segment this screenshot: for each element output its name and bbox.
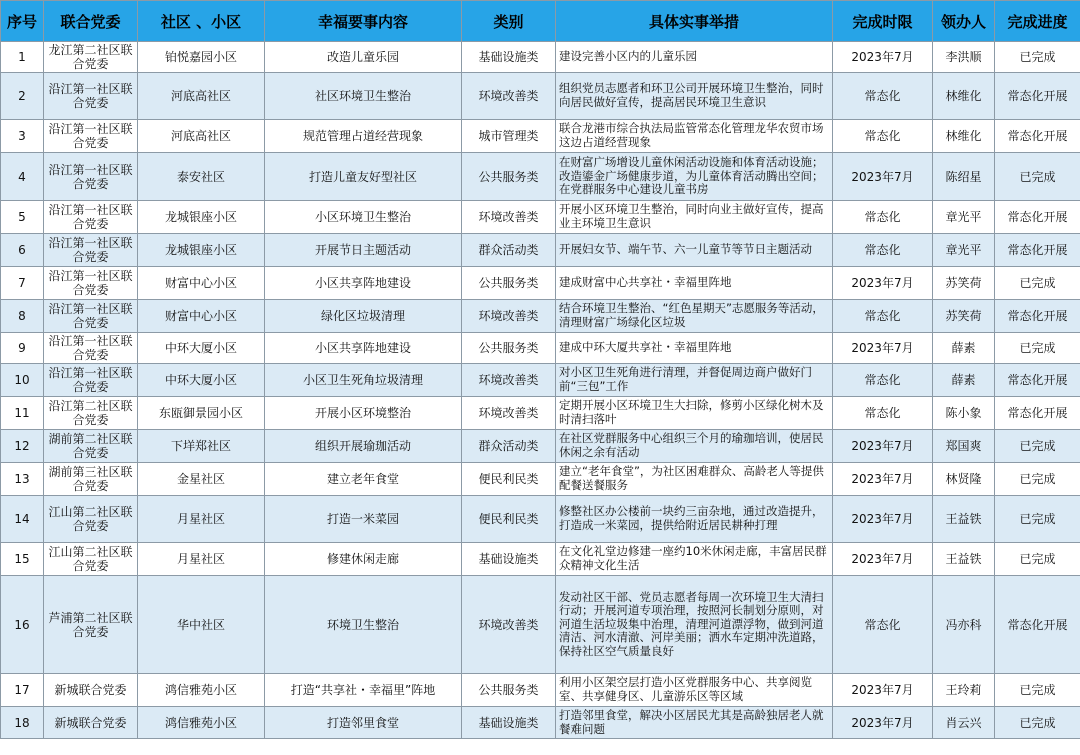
cell-progress: 已完成 [995, 496, 1080, 543]
cell-progress: 常态化开展 [995, 300, 1080, 333]
cell-category: 基础设施类 [462, 543, 556, 576]
cell-community: 龙城银座小区 [138, 234, 265, 267]
table-row [1, 430, 1080, 463]
cell-leader: 林贤隆 [933, 463, 995, 496]
cell-deadline: 常态化 [833, 120, 933, 153]
cell-committee: 沿江第一社区联合党委 [44, 234, 138, 267]
cell-community: 财富中心小区 [138, 300, 265, 333]
cell-committee: 龙江第二社区联合党委 [44, 42, 138, 73]
header-no: 序号 [1, 1, 44, 42]
header-leader: 领办人 [933, 1, 995, 42]
table-row [1, 300, 1080, 333]
cell-measure: 结合环境卫生整治、“红色星期天”志愿服务等活动，清理财富广场绿化区垃圾 [556, 300, 833, 333]
cell-leader: 王益铁 [933, 543, 995, 576]
cell-no: 7 [1, 267, 44, 300]
cell-progress: 已完成 [995, 42, 1080, 73]
header-category: 类别 [462, 1, 556, 42]
cell-deadline: 常态化 [833, 397, 933, 430]
cell-content: 绿化区垃圾清理 [265, 300, 462, 333]
cell-committee: 沿江第二社区联合党委 [44, 397, 138, 430]
cell-community: 河底高社区 [138, 120, 265, 153]
table-row [1, 364, 1080, 397]
cell-community: 金星社区 [138, 463, 265, 496]
cell-community: 铂悦嘉园小区 [138, 42, 265, 73]
cell-no: 17 [1, 674, 44, 707]
cell-community: 财富中心小区 [138, 267, 265, 300]
cell-deadline: 2023年7月 [833, 674, 933, 707]
cell-committee: 沿江第一社区联合党委 [44, 364, 138, 397]
cell-committee: 湖前第三社区联合党委 [44, 463, 138, 496]
cell-leader: 苏笑荷 [933, 300, 995, 333]
table-row [1, 42, 1080, 73]
cell-committee: 新城联合党委 [44, 674, 138, 707]
cell-no: 9 [1, 333, 44, 364]
cell-committee: 沿江第一社区联合党委 [44, 201, 138, 234]
cell-content: 打造“共享社・幸福里”阵地 [265, 674, 462, 707]
cell-deadline: 2023年7月 [833, 543, 933, 576]
cell-category: 群众活动类 [462, 234, 556, 267]
table-row [1, 707, 1080, 739]
cell-measure: 组织党员志愿者和环卫公司开展环境卫生整治，同时向居民做好宣传，提高居民环境卫生意识 [556, 73, 833, 120]
cell-no: 5 [1, 201, 44, 234]
cell-content: 开展小区环境整治 [265, 397, 462, 430]
cell-content: 打造一米菜园 [265, 496, 462, 543]
cell-content: 环境卫生整治 [265, 576, 462, 674]
cell-content: 打造儿童友好型社区 [265, 153, 462, 201]
cell-leader: 肖云兴 [933, 707, 995, 739]
cell-leader: 苏笑荷 [933, 267, 995, 300]
cell-committee: 江山第二社区联合党委 [44, 496, 138, 543]
cell-community: 华中社区 [138, 576, 265, 674]
cell-category: 环境改善类 [462, 300, 556, 333]
cell-category: 公共服务类 [462, 267, 556, 300]
cell-measure: 打造邻里食堂，解决小区居民尤其是高龄独居老人就餐难问题 [556, 707, 833, 739]
cell-leader: 王益铁 [933, 496, 995, 543]
cell-no: 10 [1, 364, 44, 397]
table-row [1, 267, 1080, 300]
cell-committee: 湖前第二社区联合党委 [44, 430, 138, 463]
cell-content: 开展节日主题活动 [265, 234, 462, 267]
cell-no: 12 [1, 430, 44, 463]
cell-committee: 沿江第一社区联合党委 [44, 300, 138, 333]
cell-measure: 联合龙港市综合执法局监管常态化管理龙华农贸市场这边占道经营现象 [556, 120, 833, 153]
cell-content: 规范管理占道经营现象 [265, 120, 462, 153]
cell-category: 基础设施类 [462, 42, 556, 73]
cell-content: 修建休闲走廊 [265, 543, 462, 576]
cell-category: 基础设施类 [462, 707, 556, 739]
cell-category: 公共服务类 [462, 153, 556, 201]
cell-leader: 陈小象 [933, 397, 995, 430]
header-deadline: 完成时限 [833, 1, 933, 42]
cell-measure: 发动社区干部、党员志愿者每周一次环境卫生大清扫行动；开展河道专项治理，按照河长制划分原则，对河道生活垃圾集中治理，清理河道漂浮物，做到河道清洁、河水清澈、河岸美丽；洒水车定期冲洗道路，保持社区空气质量良好 [556, 576, 833, 674]
cell-category: 公共服务类 [462, 674, 556, 707]
cell-progress: 常态化开展 [995, 397, 1080, 430]
cell-measure: 建设完善小区内的儿童乐园 [556, 42, 833, 73]
cell-community: 河底高社区 [138, 73, 265, 120]
cell-deadline: 常态化 [833, 73, 933, 120]
cell-community: 泰安社区 [138, 153, 265, 201]
cell-deadline: 2023年7月 [833, 267, 933, 300]
cell-measure: 利用小区架空层打造小区党群服务中心、共享阅览室、共享健身区、儿童游乐区等区域 [556, 674, 833, 707]
header-community: 社区 、小区 [138, 1, 265, 42]
cell-deadline: 2023年7月 [833, 42, 933, 73]
cell-leader: 章光平 [933, 234, 995, 267]
cell-leader: 薛素 [933, 333, 995, 364]
cell-content: 组织开展瑜珈活动 [265, 430, 462, 463]
cell-deadline: 2023年7月 [833, 430, 933, 463]
cell-committee: 沿江第一社区联合党委 [44, 333, 138, 364]
cell-measure: 在社区党群服务中心组织三个月的瑜珈培训，使居民休闲之余有活动 [556, 430, 833, 463]
cell-no: 15 [1, 543, 44, 576]
cell-leader: 薛素 [933, 364, 995, 397]
cell-progress: 常态化开展 [995, 364, 1080, 397]
table-row [1, 496, 1080, 543]
cell-leader: 郑国爽 [933, 430, 995, 463]
cell-progress: 已完成 [995, 333, 1080, 364]
cell-category: 环境改善类 [462, 364, 556, 397]
cell-progress: 常态化开展 [995, 120, 1080, 153]
cell-category: 环境改善类 [462, 201, 556, 234]
cell-progress: 已完成 [995, 153, 1080, 201]
table-row [1, 234, 1080, 267]
cell-progress: 常态化开展 [995, 73, 1080, 120]
table-body [1, 42, 1080, 739]
cell-community: 龙城银座小区 [138, 201, 265, 234]
cell-measure: 修整社区办公楼前一块约三亩杂地，通过改造提升，打造成一米菜园，提供给附近居民耕种打理 [556, 496, 833, 543]
cell-deadline: 2023年7月 [833, 153, 933, 201]
cell-content: 社区环境卫生整治 [265, 73, 462, 120]
cell-category: 城市管理类 [462, 120, 556, 153]
cell-measure: 建成财富中心共享社・幸福里阵地 [556, 267, 833, 300]
cell-leader: 章光平 [933, 201, 995, 234]
cell-deadline: 2023年7月 [833, 463, 933, 496]
table-row [1, 153, 1080, 201]
cell-measure: 开展妇女节、端午节、六一儿童节等节日主题活动 [556, 234, 833, 267]
cell-content: 打造邻里食堂 [265, 707, 462, 739]
cell-deadline: 2023年7月 [833, 496, 933, 543]
cell-category: 公共服务类 [462, 333, 556, 364]
cell-no: 1 [1, 42, 44, 73]
cell-no: 2 [1, 73, 44, 120]
table-row [1, 120, 1080, 153]
cell-leader: 冯亦科 [933, 576, 995, 674]
cell-measure: 建立“老年食堂”，为社区困难群众、高龄老人等提供配餐送餐服务 [556, 463, 833, 496]
cell-committee: 芦浦第二社区联合党委 [44, 576, 138, 674]
cell-measure: 在文化礼堂边修建一座约10米休闲走廊，丰富居民群众精神文化生活 [556, 543, 833, 576]
header-measure: 具体实事举措 [556, 1, 833, 42]
cell-community: 中环大厦小区 [138, 333, 265, 364]
cell-progress: 已完成 [995, 707, 1080, 739]
cell-deadline: 常态化 [833, 300, 933, 333]
cell-leader: 林维化 [933, 73, 995, 120]
cell-content: 建立老年食堂 [265, 463, 462, 496]
cell-committee: 江山第二社区联合党委 [44, 543, 138, 576]
cell-leader: 陈绍星 [933, 153, 995, 201]
cell-progress: 已完成 [995, 463, 1080, 496]
table-row [1, 543, 1080, 576]
table-row [1, 463, 1080, 496]
cell-no: 14 [1, 496, 44, 543]
cell-category: 环境改善类 [462, 397, 556, 430]
cell-community: 月星社区 [138, 496, 265, 543]
cell-no: 3 [1, 120, 44, 153]
cell-community: 鸿信雅苑小区 [138, 674, 265, 707]
cell-deadline: 常态化 [833, 364, 933, 397]
cell-measure: 对小区卫生死角进行清理，并督促周边商户做好门前“三包”工作 [556, 364, 833, 397]
cell-no: 11 [1, 397, 44, 430]
cell-no: 13 [1, 463, 44, 496]
cell-leader: 李洪顺 [933, 42, 995, 73]
cell-community: 下垟郑社区 [138, 430, 265, 463]
cell-no: 8 [1, 300, 44, 333]
header-committee: 联合党委 [44, 1, 138, 42]
cell-committee: 沿江第一社区联合党委 [44, 153, 138, 201]
cell-progress: 已完成 [995, 267, 1080, 300]
cell-leader: 林维化 [933, 120, 995, 153]
cell-committee: 沿江第一社区联合党委 [44, 120, 138, 153]
cell-category: 环境改善类 [462, 576, 556, 674]
cell-progress: 已完成 [995, 430, 1080, 463]
cell-committee: 沿江第一社区联合党委 [44, 267, 138, 300]
table-row [1, 576, 1080, 674]
cell-committee: 沿江第一社区联合党委 [44, 73, 138, 120]
cell-no: 6 [1, 234, 44, 267]
table-row [1, 73, 1080, 120]
table-header-row [1, 1, 1080, 42]
cell-progress: 已完成 [995, 543, 1080, 576]
cell-progress: 常态化开展 [995, 576, 1080, 674]
cell-content: 小区卫生死角垃圾清理 [265, 364, 462, 397]
cell-committee: 新城联合党委 [44, 707, 138, 739]
header-progress: 完成进度 [995, 1, 1080, 42]
cell-measure: 开展小区环境卫生整治，同时向业主做好宣传，提高业主环境卫生意识 [556, 201, 833, 234]
cell-no: 4 [1, 153, 44, 201]
header-content: 幸福要事内容 [265, 1, 462, 42]
cell-deadline: 2023年7月 [833, 707, 933, 739]
cell-measure: 定期开展小区环境卫生大扫除，修剪小区绿化树木及时清扫落叶 [556, 397, 833, 430]
cell-no: 16 [1, 576, 44, 674]
cell-deadline: 常态化 [833, 201, 933, 234]
cell-category: 群众活动类 [462, 430, 556, 463]
cell-measure: 建成中环大厦共享社・幸福里阵地 [556, 333, 833, 364]
cell-no: 18 [1, 707, 44, 739]
cell-category: 环境改善类 [462, 73, 556, 120]
cell-category: 便民利民类 [462, 496, 556, 543]
cell-deadline: 常态化 [833, 576, 933, 674]
cell-content: 小区环境卫生整治 [265, 201, 462, 234]
cell-progress: 已完成 [995, 674, 1080, 707]
cell-content: 改造儿童乐园 [265, 42, 462, 73]
table-row [1, 201, 1080, 234]
cell-community: 月星社区 [138, 543, 265, 576]
cell-content: 小区共享阵地建设 [265, 267, 462, 300]
cell-community: 鸿信雅苑小区 [138, 707, 265, 739]
cell-community: 东瓯御景园小区 [138, 397, 265, 430]
cell-category: 便民利民类 [462, 463, 556, 496]
cell-deadline: 常态化 [833, 234, 933, 267]
table-row [1, 397, 1080, 430]
table-row [1, 333, 1080, 364]
cell-leader: 王玲莉 [933, 674, 995, 707]
cell-content: 小区共享阵地建设 [265, 333, 462, 364]
cell-deadline: 2023年7月 [833, 333, 933, 364]
table-row [1, 674, 1080, 707]
cell-progress: 常态化开展 [995, 234, 1080, 267]
cell-community: 中环大厦小区 [138, 364, 265, 397]
cell-measure: 在财富广场增设儿童休闲活动设施和体育活动设施；改造鎏金广场健康步道，为儿童体育活动腾出空间；在党群服务中心建设儿童书房 [556, 153, 833, 201]
cell-progress: 常态化开展 [995, 201, 1080, 234]
